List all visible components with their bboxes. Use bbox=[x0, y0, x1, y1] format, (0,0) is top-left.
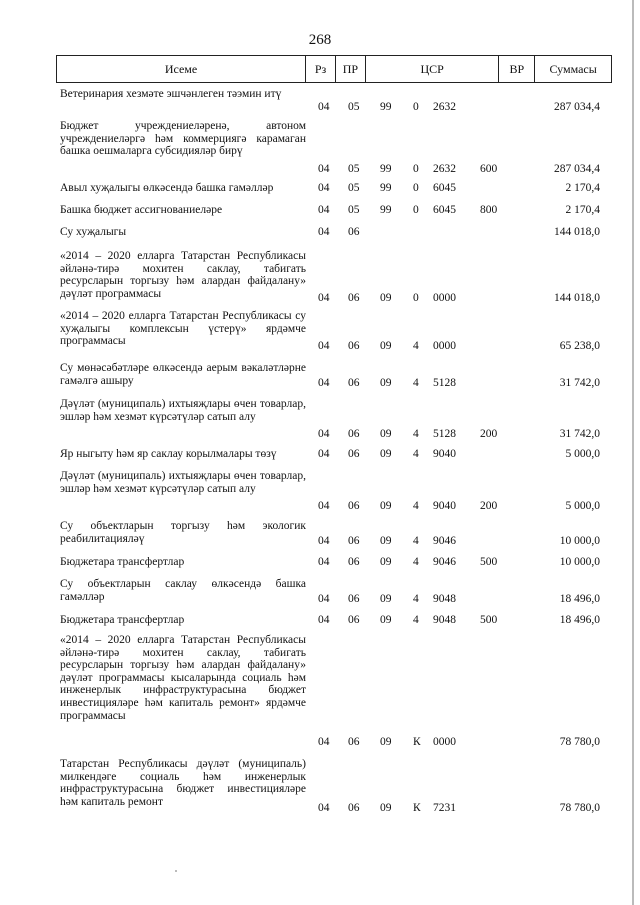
row-csr-program: 09 bbox=[380, 500, 392, 512]
row-name: Авыл хуҗалыгы өлкәсендә башка гамәлләр bbox=[60, 182, 274, 194]
row-name: Бюджетара трансфертлар bbox=[60, 614, 185, 626]
row-csr-program: 09 bbox=[380, 736, 392, 748]
row-csr-code: 6045 bbox=[433, 182, 456, 194]
row-csr-code: 9040 bbox=[433, 500, 456, 512]
row-csr-code: 0000 bbox=[433, 736, 456, 748]
row-csr-sub: 4 bbox=[413, 428, 419, 440]
row-sum: 18 496,0 bbox=[559, 614, 600, 626]
row-sum: 2 170,4 bbox=[565, 204, 600, 216]
row-sum: 10 000,0 bbox=[559, 556, 600, 568]
row-name: Яр ныгыту һәм яр саклау корылмалары төзү bbox=[60, 448, 277, 460]
row-rz: 04 bbox=[318, 292, 330, 304]
table-row bbox=[0, 120, 640, 174]
table-row bbox=[0, 520, 640, 548]
row-sum: 144 018,0 bbox=[554, 226, 600, 238]
row-name: Бюджет учреждениеләренә, автоном учреждениеләргә һәм коммерциягә карамаган башка оешмаларга субсидияләр бирү bbox=[60, 120, 306, 158]
row-csr-code: 5128 bbox=[433, 428, 456, 440]
row-pr: 06 bbox=[348, 556, 360, 568]
table-row bbox=[0, 578, 640, 606]
row-sum: 31 742,0 bbox=[559, 377, 600, 389]
header-pr: ПР bbox=[336, 56, 366, 82]
row-name: Татарстан Республикасы дәүләт (муниципаль) милкендәге социаль һәм инженерлык инфраструктурасына бюджет инвестицияләре һәм капиталь ремонт bbox=[60, 758, 306, 808]
row-csr-sub: К bbox=[413, 802, 421, 814]
table-row bbox=[0, 182, 640, 196]
header-rz: Рз bbox=[306, 56, 336, 82]
row-csr-sub: 4 bbox=[413, 593, 419, 605]
row-pr: 06 bbox=[348, 448, 360, 460]
row-rz: 04 bbox=[318, 226, 330, 238]
row-csr-program: 09 bbox=[380, 535, 392, 547]
table-row bbox=[0, 634, 640, 752]
row-csr-code: 2632 bbox=[433, 101, 456, 113]
row-vr: 200 bbox=[480, 500, 498, 512]
row-csr-code: 9048 bbox=[433, 593, 456, 605]
row-csr-code: 2632 bbox=[433, 163, 456, 175]
row-rz: 04 bbox=[318, 428, 330, 440]
row-pr: 05 bbox=[348, 182, 360, 194]
row-csr-program: 09 bbox=[380, 292, 392, 304]
row-csr-code: 9048 bbox=[433, 614, 456, 626]
row-name: Дәүләт (муниципаль) ихтыяҗлары өчен товарлар, эшләр һәм хезмәт күрсәтүләр сатып алу bbox=[60, 470, 306, 495]
row-csr-program: 09 bbox=[380, 448, 392, 460]
row-pr: 06 bbox=[348, 340, 360, 352]
row-name: «2014 – 2020 елларга Татарстан Республикасы су хуҗалыгы комплексын үстерү» ярдәмче программасы bbox=[60, 310, 306, 348]
row-sum: 78 780,0 bbox=[559, 736, 600, 748]
header-vr: ВР bbox=[499, 56, 535, 82]
row-rz: 04 bbox=[318, 182, 330, 194]
row-vr: 200 bbox=[480, 428, 498, 440]
row-csr-sub: 4 bbox=[413, 377, 419, 389]
row-csr-sub: 4 bbox=[413, 448, 419, 460]
row-pr: 06 bbox=[348, 593, 360, 605]
row-csr-program: 09 bbox=[380, 802, 392, 814]
row-csr-sub: К bbox=[413, 736, 421, 748]
row-csr-program: 99 bbox=[380, 163, 392, 175]
row-csr-code: 9046 bbox=[433, 535, 456, 547]
row-pr: 06 bbox=[348, 736, 360, 748]
row-rz: 04 bbox=[318, 340, 330, 352]
row-csr-code: 9040 bbox=[433, 448, 456, 460]
row-csr-sub: 4 bbox=[413, 614, 419, 626]
row-pr: 05 bbox=[348, 163, 360, 175]
row-rz: 04 bbox=[318, 614, 330, 626]
scan-speck bbox=[175, 870, 177, 872]
row-csr-program: 09 bbox=[380, 340, 392, 352]
row-rz: 04 bbox=[318, 163, 330, 175]
row-sum: 287 034,4 bbox=[554, 101, 600, 113]
row-vr: 600 bbox=[480, 163, 498, 175]
row-sum: 2 170,4 bbox=[565, 182, 600, 194]
header-name: Исеме bbox=[57, 56, 306, 82]
row-sum: 144 018,0 bbox=[554, 292, 600, 304]
row-name: Су объектларын торгызу һәм экологик реабилитацияләү bbox=[60, 520, 306, 545]
row-csr-sub: 0 bbox=[413, 204, 419, 216]
row-name: Су объектларын саклау өлкәсендә башка гамәлләр bbox=[60, 578, 306, 603]
row-csr-program: 09 bbox=[380, 377, 392, 389]
row-csr-sub: 0 bbox=[413, 292, 419, 304]
scan-edge-line bbox=[632, 0, 634, 905]
table-row bbox=[0, 470, 640, 512]
table-row bbox=[0, 88, 640, 114]
row-sum: 31 742,0 bbox=[559, 428, 600, 440]
table-row bbox=[0, 204, 640, 218]
row-rz: 04 bbox=[318, 535, 330, 547]
row-rz: 04 bbox=[318, 556, 330, 568]
row-csr-sub: 4 bbox=[413, 535, 419, 547]
row-rz: 04 bbox=[318, 204, 330, 216]
row-vr: 500 bbox=[480, 556, 498, 568]
row-sum: 5 000,0 bbox=[565, 448, 600, 460]
row-pr: 06 bbox=[348, 535, 360, 547]
row-rz: 04 bbox=[318, 802, 330, 814]
row-sum: 10 000,0 bbox=[559, 535, 600, 547]
table-row bbox=[0, 250, 640, 304]
row-sum: 287 034,4 bbox=[554, 163, 600, 175]
row-pr: 06 bbox=[348, 428, 360, 440]
row-name: Бюджетара трансфертлар bbox=[60, 556, 185, 568]
row-csr-program: 09 bbox=[380, 428, 392, 440]
row-vr: 800 bbox=[480, 204, 498, 216]
row-csr-program: 99 bbox=[380, 101, 392, 113]
row-name: Ветеринария хезмәте эшчәнлеген тәэмин итү bbox=[60, 88, 282, 100]
row-csr-sub: 4 bbox=[413, 340, 419, 352]
table-row bbox=[0, 362, 640, 392]
row-pr: 06 bbox=[348, 226, 360, 238]
row-csr-program: 09 bbox=[380, 556, 392, 568]
row-csr-program: 09 bbox=[380, 614, 392, 626]
row-rz: 04 bbox=[318, 500, 330, 512]
table-row bbox=[0, 226, 640, 240]
row-sum: 18 496,0 bbox=[559, 593, 600, 605]
row-csr-sub: 0 bbox=[413, 163, 419, 175]
row-rz: 04 bbox=[318, 101, 330, 113]
header-csr: ЦСР bbox=[366, 56, 500, 82]
row-sum: 78 780,0 bbox=[559, 802, 600, 814]
table-row bbox=[0, 310, 640, 352]
row-csr-program: 09 bbox=[380, 593, 392, 605]
row-vr: 500 bbox=[480, 614, 498, 626]
row-csr-sub: 4 bbox=[413, 500, 419, 512]
row-name: Су мөнәсәбәтләре өлкәсендә аерым вәкаләтләрне гамәлгә ашыру bbox=[60, 362, 306, 387]
page-number: 268 bbox=[308, 32, 332, 48]
row-pr: 06 bbox=[348, 500, 360, 512]
table-row bbox=[0, 556, 640, 570]
row-pr: 06 bbox=[348, 802, 360, 814]
row-rz: 04 bbox=[318, 593, 330, 605]
row-csr-code: 9046 bbox=[433, 556, 456, 568]
table-row bbox=[0, 448, 640, 462]
row-pr: 06 bbox=[348, 377, 360, 389]
row-csr-code: 5128 bbox=[433, 377, 456, 389]
table-row bbox=[0, 614, 640, 628]
table-row bbox=[0, 758, 640, 820]
row-pr: 05 bbox=[348, 101, 360, 113]
row-sum: 65 238,0 bbox=[559, 340, 600, 352]
row-csr-sub: 0 bbox=[413, 101, 419, 113]
row-csr-sub: 0 bbox=[413, 182, 419, 194]
row-name: Дәүләт (муниципаль) ихтыяҗлары өчен товарлар, эшләр һәм хезмәт күрсәтүләр сатып алу bbox=[60, 398, 306, 423]
header-sum: Суммасы bbox=[549, 61, 597, 76]
row-rz: 04 bbox=[318, 377, 330, 389]
row-pr: 06 bbox=[348, 614, 360, 626]
row-csr-program: 99 bbox=[380, 204, 392, 216]
row-csr-code: 7231 bbox=[433, 802, 456, 814]
row-rz: 04 bbox=[318, 736, 330, 748]
row-name: Башка бюджет ассигнованиеләре bbox=[60, 204, 223, 216]
row-csr-code: 6045 bbox=[433, 204, 456, 216]
row-csr-code: 0000 bbox=[433, 292, 456, 304]
row-name: «2014 – 2020 елларга Татарстан Республикасы әйләнә-тирә мохитен саклау, табигать ресурсларын торгызу һәм алардан файдалану» дәүләт программасы bbox=[60, 250, 306, 300]
row-pr: 05 bbox=[348, 204, 360, 216]
row-sum: 5 000,0 bbox=[565, 500, 600, 512]
row-pr: 06 bbox=[348, 292, 360, 304]
table-row bbox=[0, 398, 640, 440]
row-csr-sub: 4 bbox=[413, 556, 419, 568]
row-name: Су хуҗалыгы bbox=[60, 226, 127, 238]
row-name: «2014 – 2020 елларга Татарстан Республикасы әйләнә-тирә мохитен саклау, табигать ресурсларын торгызу һәм алардан файдалану» дәүләт программасы кысаларында социаль һәм инженерлык инфраструктурасына бюджет инвестицияләре һәм капиталь ремонт» ярдәмче программасы bbox=[60, 634, 306, 722]
row-csr-program: 99 bbox=[380, 182, 392, 194]
row-rz: 04 bbox=[318, 448, 330, 460]
row-csr-code: 0000 bbox=[433, 340, 456, 352]
